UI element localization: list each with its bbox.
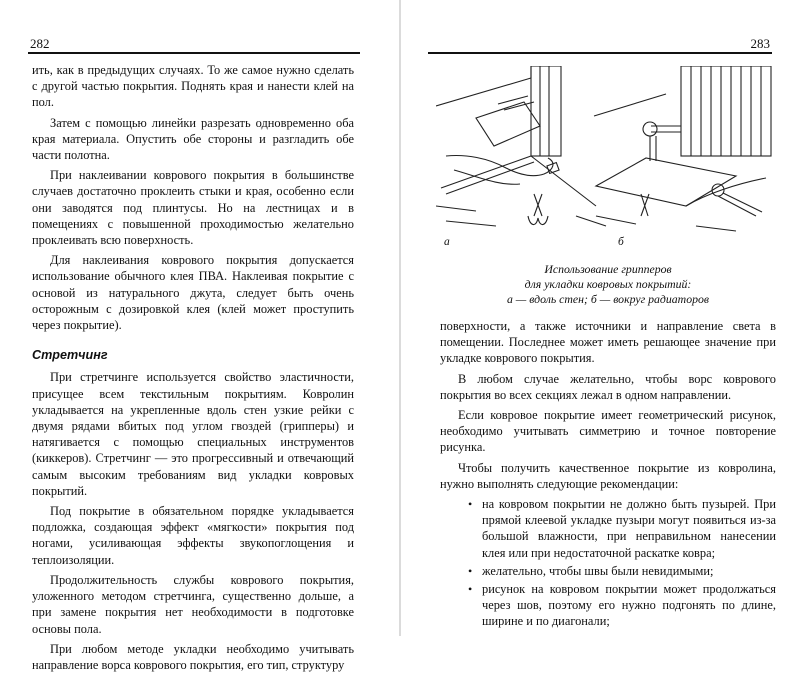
right-text-column [440,318,776,632]
left-page [0,0,400,672]
paragraph: Для наклеивания коврового покрытия допускается использование обычного клея ПВА. Наклеивая покрытие с основой из натурального джута, следует быть очень осторожным с дозировкой клея (клей может проступить через покрытие). [32,253,354,333]
left-text-column [32,62,354,677]
paragraph: Затем с помощью линейки разрезать одновременно оба края материала. Опустить обе стороны и разгладить обе части полотна. [32,115,354,163]
paragraph: При стретчинге используется свойство эластичности, присущее всем текстильным покрытиям. Ковролин укладывается на укрепленные вдоль стен узкие рейки с двумя рядами вбитых под углом гвоздей (грипперы) и натягивается с помощью специальных инструментов (киккеров). Стретчинг — это прогрессивный и отвечающий самым высоким требованиям вид укладки ковровых покрытий. [32,370,354,498]
paragraph: ить, как в предыдущих случаях. То же самое нужно сделать с другой частью покрытия. Поднять края и нанести клей на пол. [32,63,354,110]
section-heading: Стретчинг [32,348,108,363]
paragraph: При наклеивании коврового покрытия в большинстве случаев достаточно проклеить стыки и края, особенно если они заводятся под плинтусы. Но на лестницах и в помещениях с повышенной проходимостью желательно проклеивать всю поверхность. [32,168,354,248]
header-rule-right [428,52,772,54]
paragraph: Под покрытие в обязательном порядке укладывается подложка, создающая эффект «мягкости» покрытия под ногами, усиливающая эффекты звукопоглощения и теплоизоляции. [32,504,354,567]
recommendations-list [440,496,776,630]
list-item [440,496,776,561]
list-item-text: рисунок на ковровом покрытии может продолжаться через шов, поэтому его нужно подгонять по длине, ширине и по диагонали; [482,582,776,629]
header-rule-left [28,52,360,54]
caption-line: для укладки ковровых покрытий: [524,277,692,291]
list-item-text: желательно, чтобы швы были невидимыми; [482,563,714,578]
list-item-text: на ковровом покрытии не должно быть пузырей. При прямой клеевой укладке пузыри могут появиться из-за большой влажности, при неправильном нанесении клея или при недостаточной раскатке ковра; [482,497,776,560]
page-number-right: 283 [750,36,770,51]
caption-line: Использование грипперов [544,262,672,276]
paragraph: В любом случае желательно, чтобы ворс коврового покрытия во всех секциях лежал в одном направлении. [440,371,776,402]
caption-line: а — вдоль стен; б — вокруг радиаторов [506,292,710,306]
figure-caption [440,262,776,307]
figure-label-a: а [444,236,450,248]
illustration-panel-b [594,66,771,231]
list-item [440,563,776,579]
paragraph: Чтобы получить качественное покрытие из ковролина, нужно выполнять следующие рекомендации: [440,460,776,491]
bullet-icon: • [468,582,473,597]
page-number-left: 282 [30,36,50,51]
illustration-drawing [436,66,772,236]
illustration-panel-a [436,66,606,226]
right-page [400,0,800,636]
figure-label-b: б [618,236,624,248]
gripper-illustration [436,66,772,246]
paragraph: При любом методе укладки необходимо учитывать направление ворса коврового покрытия, его тип, структуру [32,641,354,672]
bullet-icon: • [468,563,473,578]
paragraph: Если ковровое покрытие имеет геометрический рисунок, необходимо учитывать симметрию и точное повторение рисунка. [440,408,776,455]
bullet-icon: • [468,497,473,512]
list-item [440,581,776,630]
paragraph: Продолжительность службы коврового покрытия, уложенного методом стретчинга, существенно дольше, а при замене покрытия нет необходимости в подготовке основы пола. [32,572,354,636]
paragraph: поверхности, а также источники и направление света в помещении. Последнее может иметь решающее значение при укладке коврового покрытия. [440,319,776,366]
